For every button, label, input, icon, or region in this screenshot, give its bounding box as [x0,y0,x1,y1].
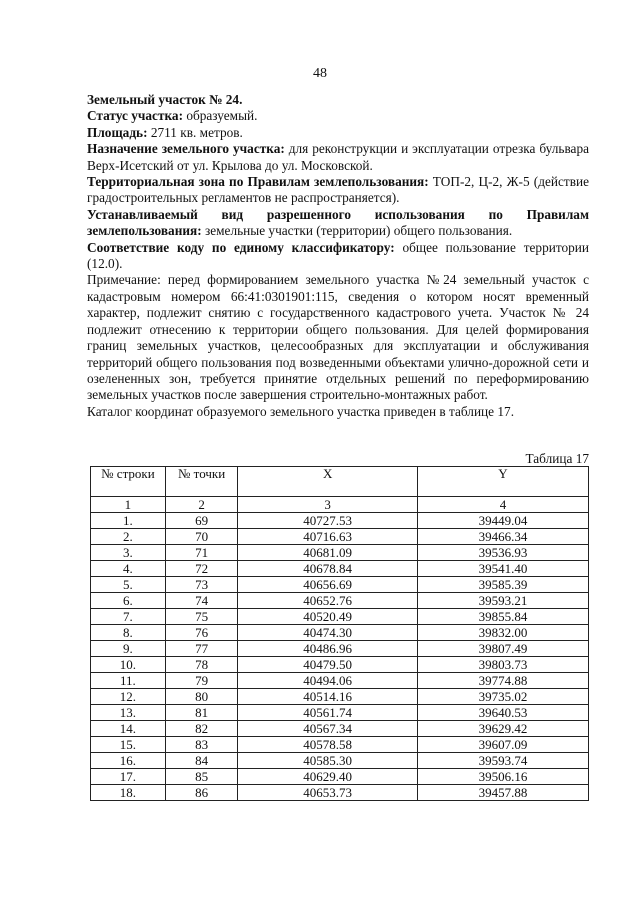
page-number: 48 [313,66,327,81]
y-cell: 39640.53 [417,705,588,721]
y-cell: 39607.09 [417,737,588,753]
row-number-cell: 18. [91,785,166,801]
table-row [91,545,589,561]
header-y: Y [417,467,588,497]
y-cell: 39629.42 [417,721,588,737]
classifier-value: общее пользование территории (12.0). [87,239,590,272]
document-body [87,92,589,420]
point-number-cell: 79 [165,673,238,689]
table-row [91,561,589,577]
table-caption: Таблица 17 [525,451,589,466]
area-line [87,125,589,141]
point-number-cell: 72 [165,561,238,577]
row-number-cell: 5. [91,577,166,593]
row-number-cell: 13. [91,705,166,721]
x-cell: 40486.96 [238,641,418,657]
point-number-cell: 78 [165,657,238,673]
use-label: Устанавливаемый вид разрешенного использования по Правилам землепользования: [87,206,589,239]
table-row [91,593,589,609]
header-point-number: № точки [165,467,238,497]
row-number-cell: 15. [91,737,166,753]
table-row [91,721,589,737]
y-cell: 39593.21 [417,593,588,609]
row-number-cell: 17. [91,769,166,785]
y-cell: 39541.40 [417,561,588,577]
point-number-cell: 86 [165,785,238,801]
x-cell: 40474.30 [238,625,418,641]
row-number-cell: 9. [91,641,166,657]
status-line [87,108,589,124]
point-number-cell: 71 [165,545,238,561]
status-value: образуемый. [183,108,258,124]
row-number-cell: 16. [91,753,166,769]
x-cell: 40514.16 [238,689,418,705]
point-number-cell: 82 [165,721,238,737]
x-cell: 40520.49 [238,609,418,625]
x-cell: 40479.50 [238,657,418,673]
x-cell: 40716.63 [238,529,418,545]
plot-title [87,92,589,108]
point-number-cell: 75 [165,609,238,625]
purpose-value: для реконструкции и эксплуатации отрезка бульвара Верх-Исетский от ул. Крылова до ул. Московской. [87,141,590,173]
y-cell: 39585.39 [417,577,588,593]
zone-value: ТОП-2, Ц-2, Ж-5 (действие градостроительных регламентов не распространяется). [87,174,589,206]
x-cell: 40585.30 [238,753,418,769]
y-cell: 39832.00 [417,625,588,641]
y-cell: 39774.88 [417,673,588,689]
table-row [91,513,589,529]
point-number-cell: 85 [165,769,238,785]
x-cell: 40561.74 [238,705,418,721]
y-cell: 39807.49 [417,641,588,657]
x-cell: 40629.40 [238,769,418,785]
y-cell: 39457.88 [417,785,588,801]
point-number-cell: 80 [165,689,238,705]
table-row [91,737,589,753]
area-label: Площадь: [87,124,148,140]
x-cell: 40567.34 [238,721,418,737]
classifier-paragraph [87,240,589,273]
table-row [91,529,589,545]
point-number-cell: 76 [165,625,238,641]
point-number-cell: 84 [165,753,238,769]
table-row [91,625,589,641]
y-cell: 39506.16 [417,769,588,785]
index-cell: 1 [91,497,166,513]
zone-paragraph [87,174,589,207]
classifier-label: Соответствие коду по единому классификатору: [87,239,395,255]
row-number-cell: 3. [91,545,166,561]
point-number-cell: 74 [165,593,238,609]
y-cell: 39735.02 [417,689,588,705]
x-cell: 40494.06 [238,673,418,689]
table-row [91,641,589,657]
coordinates-table [90,466,589,801]
x-cell: 40578.58 [238,737,418,753]
plot-title-text: Земельный участок № 24. [87,92,243,107]
row-number-cell: 11. [91,673,166,689]
table-header-row [91,467,589,497]
point-number-cell: 81 [165,705,238,721]
table-row [91,753,589,769]
index-cell: 3 [238,497,418,513]
use-value: земельные участки (территории) общего пользования. [201,223,513,239]
point-number-cell: 77 [165,641,238,657]
status-label: Статус участка: [87,108,184,124]
table-row [91,673,589,689]
point-number-cell: 83 [165,737,238,753]
note-paragraph: Примечание: перед формированием земельного участка №24 земельный участок с кадастровым номером 66:41:0301901:115, сведения о котором носят временный характер, подлежит снятию с государственного кадастрового учета. Участок № 24 подлежит отнесению к территории общего пользования. Для целей формирования границ земельных участков, целесообразных для эксплуатации и обслуживания территорий общего пользования под возведенными объектами улично-дорожной сети и озелененных зон, требуется принятие отдельных решений по переформированию земельных участков после завершения строительно-монтажных работ. [87,272,589,403]
y-cell: 39449.04 [417,513,588,529]
table-row [91,657,589,673]
x-cell: 40652.76 [238,593,418,609]
row-number-cell: 10. [91,657,166,673]
row-number-cell: 7. [91,609,166,625]
x-cell: 40656.69 [238,577,418,593]
x-cell: 40727.53 [238,513,418,529]
purpose-label: Назначение земельного участка: [87,141,285,157]
table-row [91,769,589,785]
purpose-paragraph [87,141,589,174]
table-row [91,785,589,801]
row-number-cell: 1. [91,513,166,529]
row-number-cell: 14. [91,721,166,737]
index-cell: 4 [417,497,588,513]
point-number-cell: 69 [165,513,238,529]
point-number-cell: 73 [165,577,238,593]
x-cell: 40653.73 [238,785,418,801]
point-number-cell: 70 [165,529,238,545]
index-cell: 2 [165,497,238,513]
area-value: 2711 кв. метров. [147,124,243,140]
row-number-cell: 2. [91,529,166,545]
row-number-cell: 6. [91,593,166,609]
y-cell: 39855.84 [417,609,588,625]
header-row-number: № строки [91,467,166,497]
y-cell: 39803.73 [417,657,588,673]
header-x: X [238,467,418,497]
x-cell: 40681.09 [238,545,418,561]
y-cell: 39466.34 [417,529,588,545]
use-paragraph [87,207,589,240]
table-row [91,577,589,593]
table-row [91,689,589,705]
zone-label: Территориальная зона по Правилам землепользования: [87,174,429,190]
table-index-row [91,497,589,513]
x-cell: 40678.84 [238,561,418,577]
row-number-cell: 8. [91,625,166,641]
table-row [91,609,589,625]
row-number-cell: 12. [91,689,166,705]
y-cell: 39593.74 [417,753,588,769]
row-number-cell: 4. [91,561,166,577]
table-row [91,705,589,721]
y-cell: 39536.93 [417,545,588,561]
catalog-paragraph: Каталог координат образуемого земельного участка приведен в таблице 17. [87,403,515,419]
